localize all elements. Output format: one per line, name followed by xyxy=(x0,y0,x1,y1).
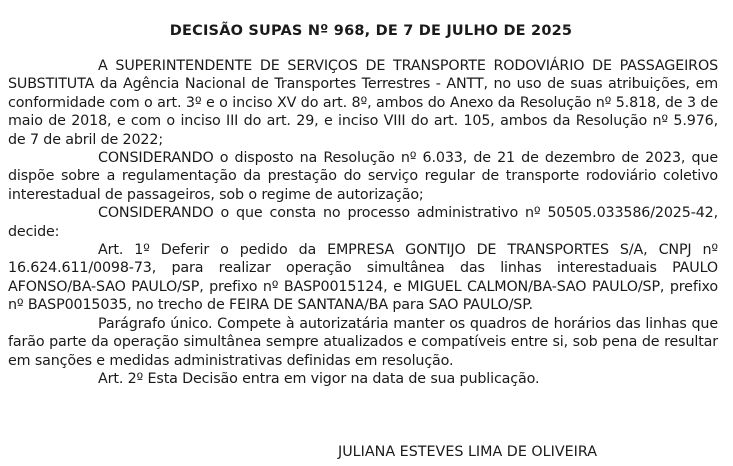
document-body xyxy=(8,57,718,388)
paragraph-considerando-processo: CONSIDERANDO o que consta no processo administrativo nº 50505.033586/2025-42, decide: xyxy=(8,205,718,240)
paragraph-art-1: Art. 1º Deferir o pedido da EMPRESA GONTIJO DE TRANSPORTES S/A, CNPJ nº 16.624.611/0098-73, para realizar operação simultânea das linhas interestaduais PAULO AFONSO/BA-SAO PAULO/SP, prefixo nº BASP0015124, e MIGUEL CALMON/BA-SAO PAULO/SP, prefixo nº BASP0015035, no trecho de FEIRA DE SANTANA/BA para SAO PAULO/SP. xyxy=(8,242,718,314)
document-title: DECISÃO SUPAS Nº 968, DE 7 DE JULHO DE 2025 xyxy=(169,23,573,39)
signatory-name: JULIANA ESTEVES LIMA DE OLIVEIRA xyxy=(338,444,597,460)
paragraph-art-2: Art. 2º Esta Decisão entra em vigor na data de sua publicação. xyxy=(98,370,540,387)
paragraph-preamble: A SUPERINTENDENTE DE SERVIÇOS DE TRANSPORTE RODOVIÁRIO DE PASSAGEIROS SUBSTITUTA da Agência Nacional de Transportes Terrestres - ANTT, no uso de suas atribuições, em conformidade com o art. 3º e o inciso XV do art. 8º, ambos do Anexo da Resolução nº 5.818, de 3 de maio de 2018, e com o inciso III do art. 29, e inciso VIII do art. 105, ambos da Resolução nº 5.976, de 7 de abril de 2022; xyxy=(8,58,718,148)
paragraph-considerando-resolucao: CONSIDERANDO o disposto na Resolução nº 6.033, de 21 de dezembro de 2023, que dispõe sobre a regulamentação da prestação do serviço regular de transporte rodoviário coletivo interestadual de passageiros, sob o regime de autorização; xyxy=(8,150,718,203)
document xyxy=(8,0,718,388)
paragraph-paragrafo-unico: Parágrafo único. Compete à autorizatária manter os quadros de horários das linhas que farão parte da operação simultânea sempre atualizados e compatíveis entre si, sob pena de resultar em sanções e medidas administrativas definidas em resolução. xyxy=(8,315,718,369)
